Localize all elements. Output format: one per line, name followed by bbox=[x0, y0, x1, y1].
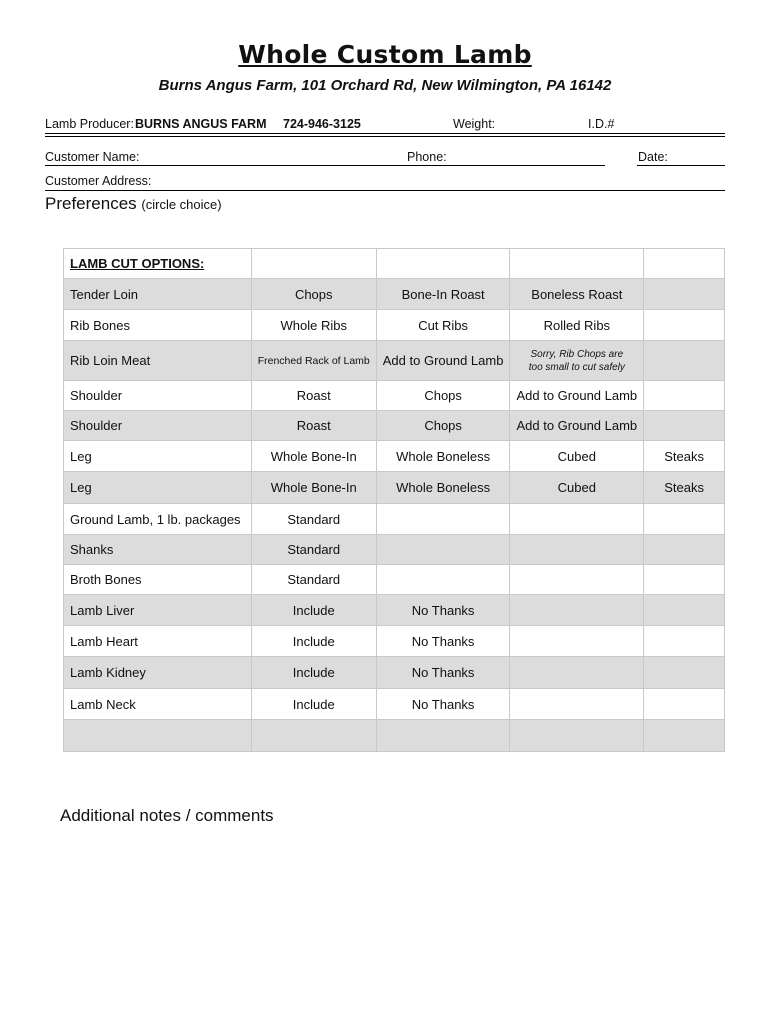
cut-option bbox=[376, 535, 510, 565]
cut-option[interactable]: Boneless Roast bbox=[510, 279, 644, 310]
cut-option[interactable]: No Thanks bbox=[376, 689, 510, 720]
cut-option bbox=[644, 595, 725, 626]
page-title: Whole Custom Lamb bbox=[238, 40, 532, 69]
table-row bbox=[64, 504, 725, 535]
cut-option[interactable]: Add to Ground Lamb bbox=[510, 381, 644, 411]
cut-option[interactable]: Add to Ground Lamb bbox=[376, 341, 510, 381]
table-row bbox=[64, 441, 725, 472]
cut-option[interactable]: Chops bbox=[376, 411, 510, 441]
cut-option[interactable]: Chops bbox=[251, 279, 376, 310]
cut-option[interactable]: Include bbox=[251, 689, 376, 720]
preferences-heading: Preferences (circle choice) bbox=[45, 194, 222, 213]
cut-name: Rib Loin Meat bbox=[64, 341, 252, 381]
cut-name: Lamb Kidney bbox=[64, 657, 252, 689]
cut-name: Leg bbox=[64, 472, 252, 504]
customer-name-line[interactable] bbox=[45, 165, 605, 166]
weight-label[interactable]: Weight: bbox=[453, 117, 496, 131]
cut-option bbox=[644, 504, 725, 535]
table-row bbox=[64, 381, 725, 411]
cut-option bbox=[510, 595, 644, 626]
customer-address-label: Customer Address: bbox=[45, 174, 152, 188]
cut-option[interactable]: Roast bbox=[251, 411, 376, 441]
date-label[interactable]: Date: bbox=[638, 150, 668, 164]
cut-option[interactable]: Rolled Ribs bbox=[510, 310, 644, 341]
table-row bbox=[64, 657, 725, 689]
table-row bbox=[64, 595, 725, 626]
cut-option[interactable]: Cubed bbox=[510, 472, 644, 504]
cut-name: Rib Bones bbox=[64, 310, 252, 341]
producer-label: Lamb Producer: bbox=[45, 117, 134, 131]
cut-option bbox=[644, 310, 725, 341]
cut-option[interactable]: No Thanks bbox=[376, 626, 510, 657]
cut-option bbox=[644, 341, 725, 381]
producer-phone: 724-946-3125 bbox=[283, 117, 361, 131]
cut-note-line: too small to cut safely bbox=[528, 361, 625, 373]
cut-name: Lamb Liver bbox=[64, 595, 252, 626]
cut-name: Tender Loin bbox=[64, 279, 252, 310]
cut-option bbox=[376, 565, 510, 595]
cut-option[interactable]: Bone-In Roast bbox=[376, 279, 510, 310]
cut-option[interactable]: Roast bbox=[251, 381, 376, 411]
cut-option bbox=[510, 657, 644, 689]
cut-name: Lamb Neck bbox=[64, 689, 252, 720]
cut-option[interactable]: No Thanks bbox=[376, 657, 510, 689]
cut-option bbox=[510, 626, 644, 657]
cut-option[interactable]: Include bbox=[251, 657, 376, 689]
id-label[interactable]: I.D.# bbox=[588, 117, 615, 131]
table-row bbox=[64, 626, 725, 657]
table-header: LAMB CUT OPTIONS: bbox=[64, 249, 252, 279]
cut-option[interactable]: Whole Bone-In bbox=[251, 472, 376, 504]
cut-name: Shoulder bbox=[64, 411, 252, 441]
additional-notes-label[interactable]: Additional notes / comments bbox=[60, 806, 274, 825]
cut-option bbox=[644, 689, 725, 720]
cut-option[interactable]: Cubed bbox=[510, 441, 644, 472]
cut-option[interactable]: Whole Boneless bbox=[376, 472, 510, 504]
preferences-hint: (circle choice) bbox=[141, 197, 222, 212]
cut-option[interactable]: Whole Boneless bbox=[376, 441, 510, 472]
cut-option bbox=[376, 504, 510, 535]
cut-name: Broth Bones bbox=[64, 565, 252, 595]
cut-option[interactable]: Include bbox=[251, 595, 376, 626]
address-row[interactable] bbox=[45, 174, 725, 191]
cut-option[interactable]: Standard bbox=[251, 565, 376, 595]
producer-row bbox=[45, 115, 725, 134]
table-row bbox=[64, 535, 725, 565]
lamb-cut-options-table bbox=[63, 248, 725, 752]
cut-option-note bbox=[510, 341, 644, 381]
cut-option bbox=[510, 504, 644, 535]
cut-option bbox=[510, 535, 644, 565]
table-row bbox=[64, 341, 725, 381]
cut-name: Lamb Heart bbox=[64, 626, 252, 657]
date-line[interactable] bbox=[637, 165, 725, 166]
customer-name-label[interactable]: Customer Name: bbox=[45, 150, 140, 164]
cut-option bbox=[644, 626, 725, 657]
cut-name: Leg bbox=[64, 441, 252, 472]
cut-option bbox=[644, 279, 725, 310]
cut-option[interactable]: Steaks bbox=[644, 441, 725, 472]
cut-option bbox=[644, 657, 725, 689]
cut-option bbox=[644, 565, 725, 595]
cut-option[interactable]: Standard bbox=[251, 535, 376, 565]
table-header-row bbox=[64, 249, 725, 279]
cut-name: Shoulder bbox=[64, 381, 252, 411]
cut-option[interactable]: Steaks bbox=[644, 472, 725, 504]
cut-option[interactable]: Whole Ribs bbox=[251, 310, 376, 341]
cut-option bbox=[644, 535, 725, 565]
cut-option[interactable]: No Thanks bbox=[376, 595, 510, 626]
table-row bbox=[64, 310, 725, 341]
cut-option[interactable]: Cut Ribs bbox=[376, 310, 510, 341]
farm-address: Burns Angus Farm, 101 Orchard Rd, New Wilmington, PA 16142 bbox=[158, 77, 612, 94]
cut-option bbox=[644, 411, 725, 441]
producer-name: BURNS ANGUS FARM bbox=[135, 117, 267, 131]
table-row bbox=[64, 411, 725, 441]
table-row bbox=[64, 472, 725, 504]
cut-option[interactable]: Chops bbox=[376, 381, 510, 411]
cut-option[interactable]: Whole Bone-In bbox=[251, 441, 376, 472]
cut-option[interactable]: Add to Ground Lamb bbox=[510, 411, 644, 441]
table-row-empty bbox=[64, 720, 725, 752]
cut-option bbox=[510, 565, 644, 595]
cut-option[interactable]: Include bbox=[251, 626, 376, 657]
customer-row bbox=[45, 148, 725, 166]
cut-option bbox=[510, 689, 644, 720]
table-row bbox=[64, 689, 725, 720]
cut-note-line: Sorry, Rib Chops are bbox=[530, 348, 624, 360]
cut-option[interactable]: Standard bbox=[251, 504, 376, 535]
phone-label[interactable]: Phone: bbox=[407, 150, 447, 164]
cut-name: Ground Lamb, 1 lb. packages bbox=[64, 504, 252, 535]
cut-name: Shanks bbox=[64, 535, 252, 565]
cut-option[interactable]: Frenched Rack of Lamb bbox=[251, 341, 376, 381]
cut-option bbox=[644, 381, 725, 411]
table-row bbox=[64, 565, 725, 595]
table-row bbox=[64, 279, 725, 310]
